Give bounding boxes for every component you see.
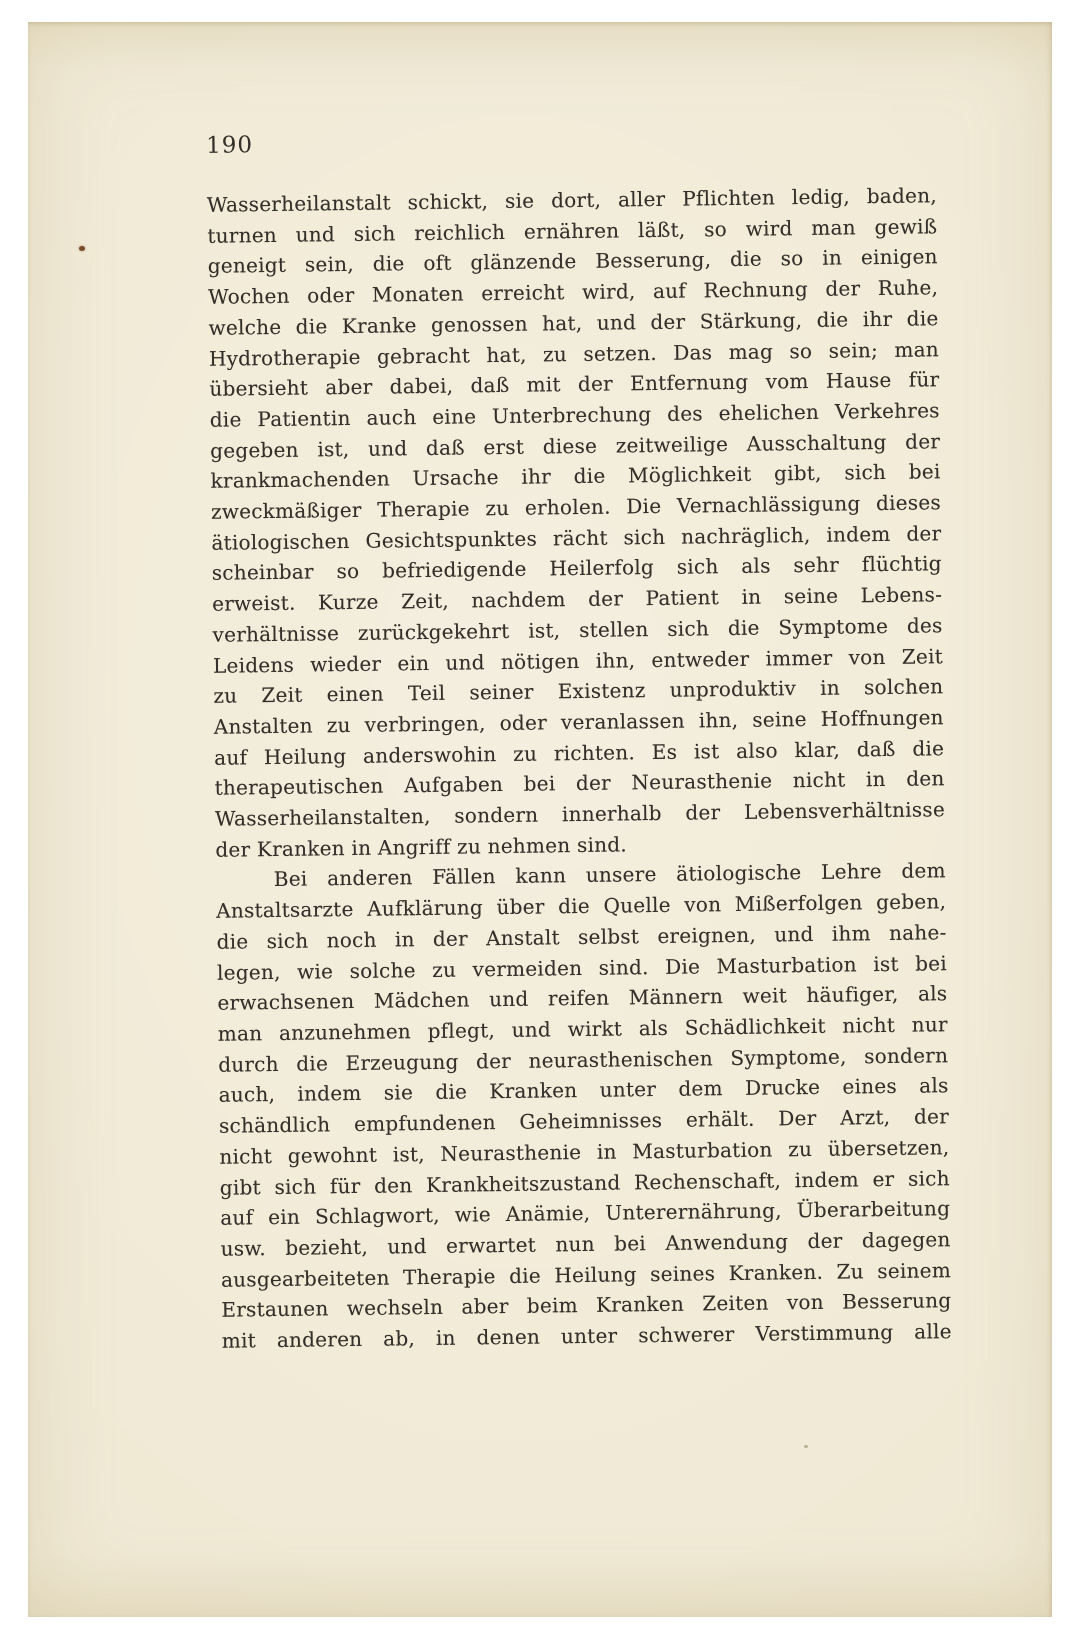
- text-line: Hydrotherapie gebracht hat, zu setzen. Das mag so sein; man: [208, 336, 940, 371]
- book-page: [28, 22, 1052, 1617]
- text-line: Wochen oder Monaten erreicht wird, auf Rechnung der Ruhe,: [208, 275, 939, 309]
- text-line: gegeben ist, und daß erst diese zeitweilige Ausschaltung der: [210, 428, 941, 463]
- text-column: [206, 123, 952, 1356]
- text-line: auf Heilung anderswohin zu richten. Es ist also klar, daß die: [214, 735, 945, 770]
- text-line: turnen und sich reichlich ernähren läßt, so wird man gewiß: [207, 213, 938, 248]
- text-line: erweist. Kurze Zeit, nachdem der Patient in seine Lebens-: [212, 582, 943, 616]
- text-line: legen, wie solche zu vermeiden sind. Die Masturbation ist bei: [216, 950, 948, 985]
- paper-speck: [79, 246, 85, 251]
- text-line: usw. bezieht, und erwartet nun bei Anwendung der dagegen: [220, 1227, 951, 1261]
- text-line: der Kranken in Angriff zu nehmen sind.: [215, 832, 628, 862]
- text-line: auf ein Schlagwort, wie Anämie, Unterernährung, Überarbeitung: [220, 1196, 951, 1230]
- text-line: Leidens wieder ein und nötigen ihn, entweder immer von Zeit: [212, 643, 944, 678]
- page-number: 190: [206, 132, 254, 159]
- text-line: Wasserheilanstalt schickt, sie dort, aller Pflichten ledig, baden,: [206, 183, 938, 217]
- text-line: gibt sich für den Krankheitszustand Rechenschaft, indem er sich: [219, 1165, 950, 1200]
- text-line: Anstaltsarzte Aufklärung über die Quelle von Mißerfolgen geben,: [216, 889, 947, 923]
- text-line: ausgearbeiteten Therapie die Heilung seines Kranken. Zu seinem: [220, 1257, 952, 1292]
- paper-speck: [804, 1445, 808, 1448]
- text-line: zu Zeit einen Teil seiner Existenz unproduktiv in solchen: [213, 674, 944, 709]
- text-line: schändlich empfundenen Geheimnisses erhält. Der Arzt, der: [218, 1104, 950, 1138]
- text-line: nicht gewohnt ist, Neurasthenie in Masturbation zu übersetzen,: [219, 1134, 950, 1169]
- text-line: man anzunehmen pflegt, und wirkt als Schädlichkeit nicht nur: [217, 1012, 948, 1046]
- text-line: scheinbar so befriedigende Heilerfolg sich als sehr flüchtig: [211, 551, 942, 586]
- text-line: auch, indem sie die Kranken unter dem Drucke eines als: [218, 1073, 949, 1108]
- text-line: welche die Kranke genossen hat, und der Stärkung, die ihr die: [208, 306, 939, 340]
- text-line: krankmachenden Ursache ihr die Möglichkeit gibt, sich bei: [210, 459, 941, 494]
- text-line: durch die Erzeugung der neurasthenischen Symptome, sondern: [218, 1042, 949, 1077]
- text-line: Anstalten zu verbringen, oder veranlassen ihn, seine Hoffnungen: [213, 705, 944, 739]
- text-line: verhältnisse zurückgekehrt ist, stellen sich die Symptome des: [212, 613, 943, 647]
- text-line: Erstaunen wechseln aber beim Kranken Zeiten von Besserung: [221, 1288, 952, 1323]
- text-line: Wasserheilanstalten, sondern innerhalb der Lebensverhältnisse: [214, 797, 946, 831]
- body-text: [207, 180, 952, 1356]
- text-line: mit anderen ab, in denen unter schwerer Verstimmung alle: [221, 1319, 952, 1353]
- text-line: übersieht aber dabei, daß mit der Entfernung vom Hause für: [209, 367, 940, 402]
- text-line: die sich noch in der Anstalt selbst ereignen, und ihm nahe-: [216, 920, 947, 954]
- text-line: geneigt sein, die oft glänzende Besserung, die so in einigen: [207, 244, 938, 279]
- text-line: zweckmäßiger Therapie zu erholen. Die Vernachlässigung dieses: [210, 490, 942, 524]
- text-line: Bei anderen Fällen kann unsere ätiologische Lehre dem: [273, 858, 946, 892]
- text-line: ätiologischen Gesichtspunktes rächt sich nachräglich, indem der: [211, 520, 942, 555]
- text-line: die Patientin auch eine Unterbrechung des ehelichen Verkehres: [209, 398, 940, 432]
- text-line: erwachsenen Mädchen und reifen Männern weit häufiger, als: [217, 981, 948, 1016]
- text-line: therapeutischen Aufgaben bei der Neurasthenie nicht in den: [214, 766, 945, 801]
